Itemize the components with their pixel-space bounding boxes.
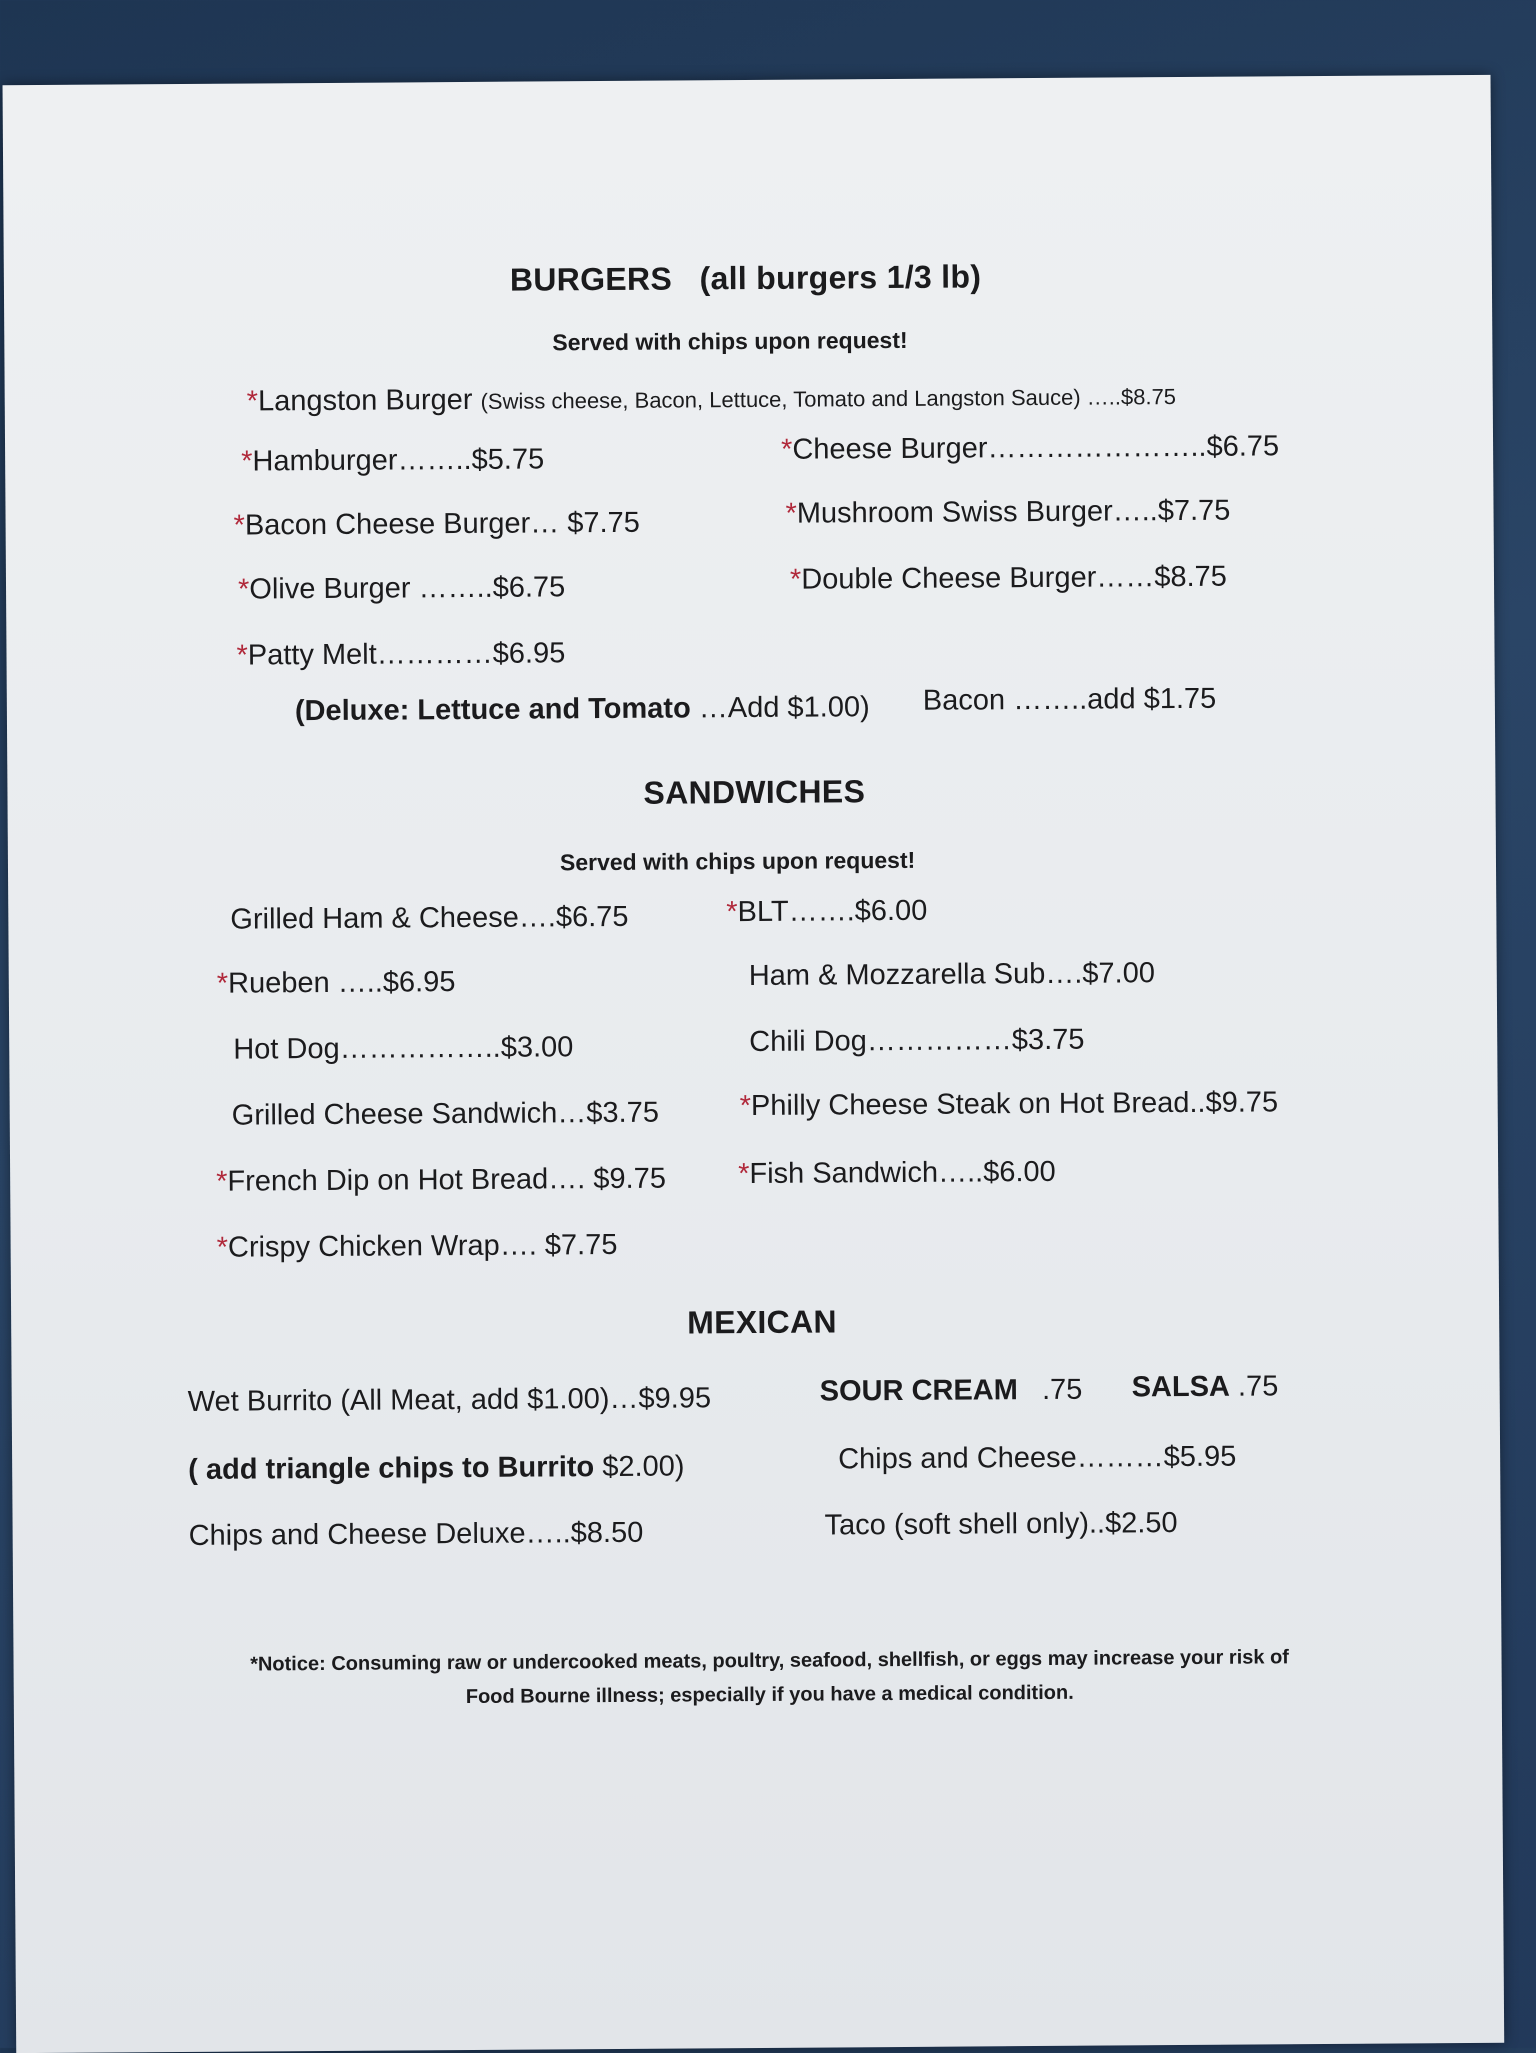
menu-item-text: Cheese Burger…………………..$6.75 [792, 430, 1279, 465]
menu-item-cheese-burger [781, 430, 1279, 466]
menu-item-french-dip [216, 1163, 666, 1199]
menu-item-hot-dog [233, 1031, 573, 1066]
sandwiches-title: SANDWICHES [643, 773, 865, 812]
sandwiches-subtitle: Served with chips upon request! [560, 847, 915, 876]
raw-food-asterisk: * [247, 385, 259, 417]
raw-food-asterisk: * [216, 1166, 228, 1198]
menu-item-chips-and-cheese: Chips and Cheese………$5.95 [838, 1441, 1236, 1477]
menu-item-chips-and-cheese-deluxe: Chips and Cheese Deluxe…..$8.50 [189, 1517, 644, 1553]
menu-item-text: Patty Melt…………$6.95 [248, 637, 566, 671]
sour-cream-label: SOUR CREAM [820, 1374, 1018, 1407]
menu-item-text: Hamburger……..$5.75 [252, 443, 544, 477]
menu-item-rueben [217, 966, 456, 1001]
raw-food-asterisk: * [726, 896, 738, 928]
menu-item-blt [726, 895, 927, 929]
menu-item-grilled-cheese-sandwich [232, 1097, 659, 1133]
mexican-title: MEXICAN [687, 1303, 837, 1341]
menu-paper [3, 75, 1505, 2053]
raw-food-asterisk: * [781, 434, 793, 466]
sour-cream-price: .75 [1042, 1374, 1083, 1406]
menu-item-fish-sandwich [738, 1156, 1056, 1191]
menu-item-taco: Taco (soft shell only)..$2.50 [824, 1507, 1177, 1542]
menu-item-text: Philly Cheese Steak on Hot Bread..$9.75 [751, 1086, 1278, 1122]
salsa-price: .75 [1238, 1370, 1279, 1402]
menu-item-text: Crispy Chicken Wrap…. $7.75 [228, 1229, 618, 1264]
deluxe-option [295, 691, 870, 728]
raw-food-asterisk: * [217, 968, 229, 1000]
menu-item-wet-burrito: Wet Burrito (All Meat, add $1.00)…$9.95 [188, 1382, 712, 1419]
menu-item-olive-burger [238, 571, 565, 606]
burgers-title: BURGERS [510, 261, 672, 298]
menu-item-hamburger [241, 443, 544, 478]
bacon-add-on: Bacon ……..add $1.75 [923, 683, 1217, 718]
raw-food-asterisk: * [738, 1158, 750, 1190]
menu-item-text: Hot Dog……………..$3.00 [233, 1031, 573, 1065]
menu-item-text: BLT…….$6.00 [737, 895, 927, 928]
langston-burger-item [247, 379, 1176, 418]
menu-item-text: Chili Dog……………$3.75 [749, 1024, 1084, 1058]
menu-item-text: Grilled Cheese Sandwich…$3.75 [232, 1097, 659, 1132]
burgers-title-note: (all burgers 1/3 lb) [699, 258, 981, 296]
menu-item-text: Fish Sandwich…..$6.00 [749, 1156, 1055, 1190]
menu-item-crispy-chicken-wrap [217, 1229, 618, 1265]
deluxe-label: (Deluxe: Lettuce and Tomato [295, 692, 691, 727]
raw-food-asterisk: * [790, 564, 802, 596]
menu-item-text: Olive Burger ……..$6.75 [249, 571, 565, 605]
raw-food-asterisk: * [233, 510, 245, 542]
salsa-add-on [1132, 1370, 1279, 1404]
deluxe-price: …Add $1.00) [691, 691, 870, 724]
menu-item-text: Mushroom Swiss Burger…..$7.75 [797, 495, 1231, 530]
langston-burger-detail: (Swiss cheese, Bacon, Lettuce, Tomato and Langston Sauce) …..$8.75 [480, 384, 1176, 414]
notice-line-1: *Notice: Consuming raw or undercooked meats, poultry, seafood, shellfish, or eggs may increase your risk of [169, 1640, 1369, 1682]
menu-item-chili-dog [749, 1024, 1084, 1059]
raw-food-asterisk: * [217, 1232, 229, 1264]
menu-item-mushroom-swiss-burger [785, 495, 1230, 531]
sour-cream-add-on [820, 1374, 1083, 1409]
menu-item-text: Ham & Mozzarella Sub….$7.00 [749, 957, 1155, 992]
burrito-chips-note [188, 1450, 685, 1486]
burgers-heading [510, 258, 982, 298]
langston-burger-name: Langston Burger [258, 384, 473, 417]
food-safety-notice [169, 1640, 1369, 1716]
menu-item-text: French Dip on Hot Bread…. $9.75 [227, 1163, 666, 1198]
salsa-label: SALSA [1132, 1371, 1231, 1404]
burrito-chips-price: $2.00) [594, 1450, 685, 1483]
menu-item-patty-melt [236, 637, 565, 672]
raw-food-asterisk: * [785, 498, 797, 530]
menu-item-bacon-cheese-burger [233, 507, 640, 543]
raw-food-asterisk: * [740, 1090, 752, 1122]
burgers-subtitle: Served with chips upon request! [552, 327, 907, 356]
menu-item-double-cheese-burger [790, 561, 1227, 597]
burrito-chips-label: ( add triangle chips to Burrito [188, 1451, 594, 1486]
menu-item-text: Grilled Ham & Cheese….$6.75 [230, 901, 628, 936]
notice-line-2: Food Bourne illness; especially if you have a medical condition. [170, 1674, 1370, 1716]
raw-food-asterisk: * [236, 640, 248, 672]
menu-item-grilled-ham-cheese [230, 901, 628, 937]
raw-food-asterisk: * [241, 445, 253, 477]
menu-item-ham-mozzarella-sub [749, 957, 1155, 993]
raw-food-asterisk: * [238, 574, 250, 606]
menu-item-text: Rueben …..$6.95 [228, 966, 456, 1000]
menu-item-philly-cheese-steak [740, 1086, 1279, 1123]
menu-item-text: Double Cheese Burger……$8.75 [801, 561, 1227, 596]
menu-item-text: Bacon Cheese Burger… $7.75 [245, 507, 640, 542]
